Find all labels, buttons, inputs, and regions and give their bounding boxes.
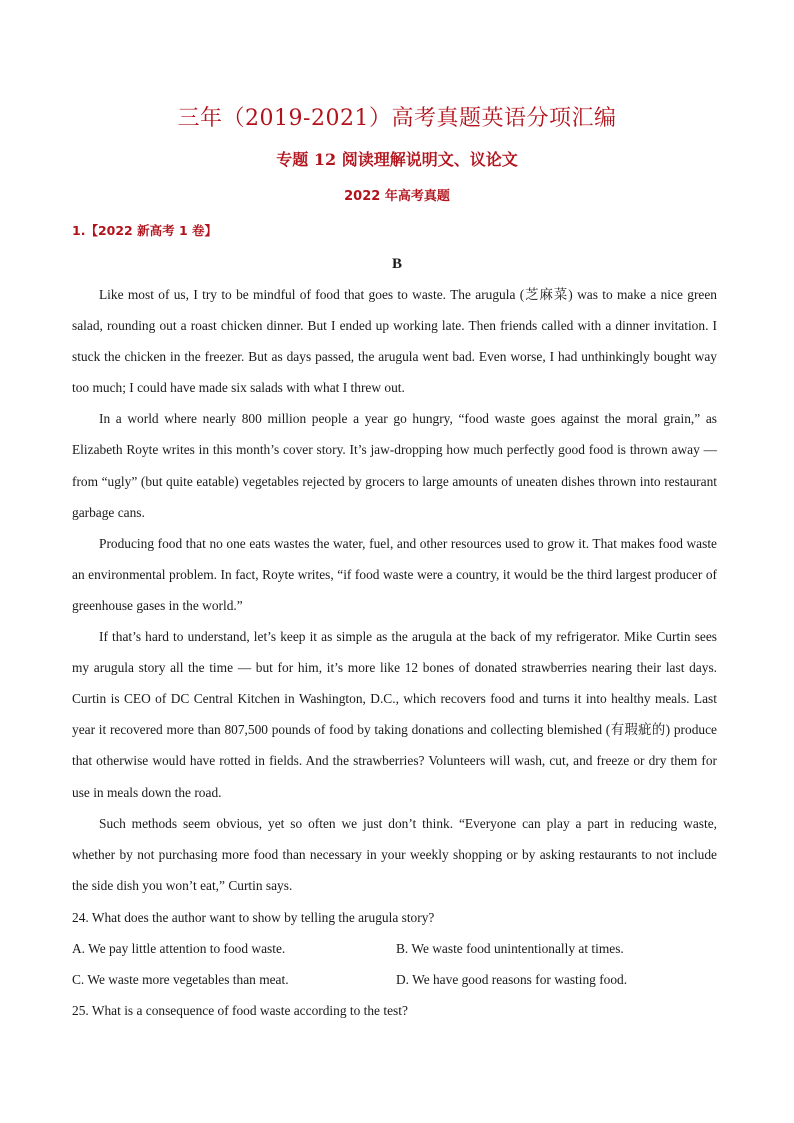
option-row <box>72 964 722 995</box>
option-row <box>72 933 722 964</box>
question-25 <box>72 995 722 1026</box>
question-stem: 24. What does the author want to show by telling the arugula story? <box>72 910 435 925</box>
paragraph: Like most of us, I try to be mindful of food that goes to waste. The arugula (芝麻菜) was to make a nice green salad, rounding out a roast chicken dinner. But I ended up working late. Then friends called with a dinner invitation. I stuck the chicken in the freezer. But as days passed, the arugula went bad. Even worse, I had unthinkingly bought way too much; I could have made six salads with what I threw out. <box>72 287 717 396</box>
questions <box>72 902 722 1026</box>
option-c[interactable]: C. We waste more vegetables than meat. <box>72 972 289 987</box>
option-a[interactable]: A. We pay little attention to food waste. <box>72 941 286 956</box>
passage-body <box>72 279 717 901</box>
document-title: 三年（2019-2021）高考真题英语分项汇编 <box>177 106 617 131</box>
option-b[interactable]: B. We waste food unintentionally at times. <box>396 941 624 956</box>
question-stem: 25. What is a consequence of food waste according to the test? <box>72 1003 408 1018</box>
passage-letter: B <box>391 256 402 272</box>
paragraph: If that’s hard to understand, let’s keep it as simple as the arugula at the back of my refrigerator. Mike Curtin sees my arugula story all the time — but for him, it’s more like 12 bones of donated strawberries nearing their last days. Curtin is CEO of DC Central Kitchen in Washington, D.C., which recovers food and turns it into healthy meals. Last year it recovered more than 807,500 pounds of food by taking donations and collecting blemished (有瑕疵的) produce that otherwise would have rotted in fields. And the strawberries? Volunteers will wash, cut, and freeze or dry them for use in meals down the road. <box>72 629 717 800</box>
section-heading: 2022 年高考真题 <box>344 189 450 204</box>
question-24 <box>72 902 722 995</box>
topic-subtitle: 专题 12 阅读理解说明文、议论文 <box>276 150 518 169</box>
question-source-tag: 1.【2022 新高考 1 卷】 <box>72 223 217 238</box>
option-d[interactable]: D. We have good reasons for wasting food. <box>396 972 628 987</box>
paragraph: Producing food that no one eats wastes the water, fuel, and other resources used to grow it. That makes food waste an environmental problem. In fact, Royte writes, “if food waste were a country, it would be the third largest producer of greenhouse gases in the world.” <box>72 535 717 613</box>
paragraph: Such methods seem obvious, yet so often we just don’t think. “Everyone can play a part in reducing waste, whether by not purchasing more food than necessary in your weekly shopping or by asking restaurants to not include the side dish you won’t eat,” Curtin says. <box>72 815 717 893</box>
paragraph: In a world where nearly 800 million people a year go hungry, “food waste goes against the moral grain,” as Elizabeth Royte writes in this month’s cover story. It’s jaw-dropping how much perfectly good food is thrown away — from “ugly” (but quite eatable) vegetables rejected by grocers to large amounts of uneaten dishes thrown into restaurant garbage cans. <box>72 411 717 520</box>
